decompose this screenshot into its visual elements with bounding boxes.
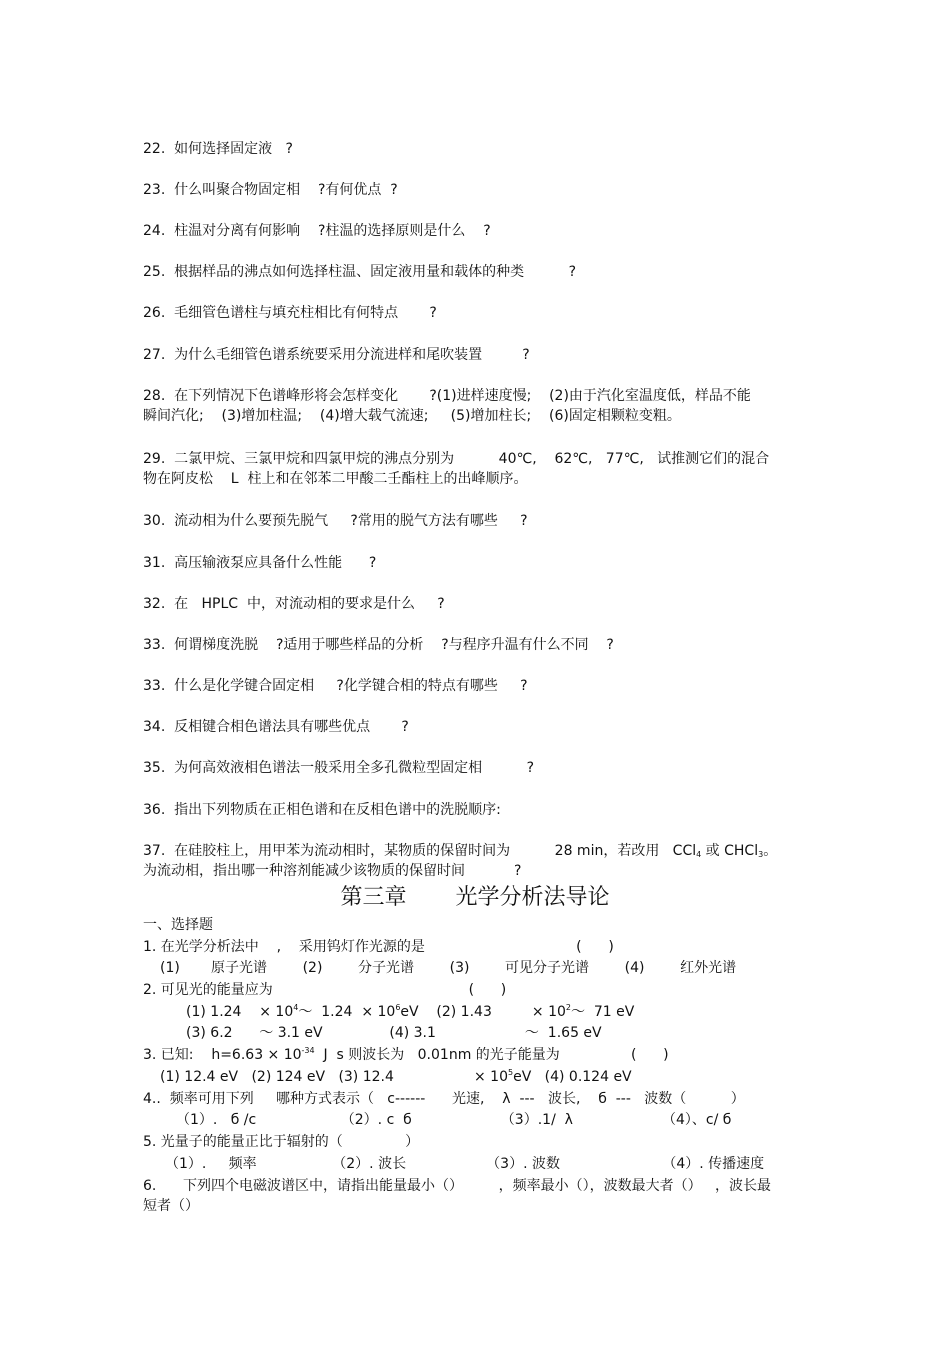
mc-question-4: 4.. 频率可用下列 哪种方式表示（ c------ 光速, λ --- 波长, б --- 波数（ ）	[143, 1091, 745, 1107]
question-32: 32. 在 HPLC 中，对流动相的要求是什么 ?	[143, 596, 445, 612]
question-31: 31. 高压输液泵应具备什么性能 ?	[143, 555, 377, 571]
question-27: 27. 为什么毛细管色谱系统要采用分流进样和尾吹装置 ?	[143, 347, 530, 363]
mc-question-2: 2. 可见光的能量应为 ( )	[143, 982, 507, 998]
section-heading: 一、选择题	[143, 917, 213, 933]
question-37-line1: 37. 在硅胶柱上，用甲苯为流动相时，某物质的保留时间为 28 min，若改用 CCl$_4$ 或 CHCl$_3$。	[143, 843, 778, 859]
question-23: 23. 什么叫聚合物固定相 ?有何优点 ?	[143, 182, 398, 198]
mc-question-1-options: (1) 原子光谱 (2) 分子光谱 (3) 可见分子光谱 (4) 红外光谱	[160, 960, 737, 976]
question-22: 22. 如何选择固定液 ?	[143, 141, 293, 157]
mc-question-1: 1. 在光学分析法中 , 采用钨灯作光源的是 ( )	[143, 939, 614, 955]
question-37-line2: 为流动相，指出哪一种溶剂能减少该物质的保留时间 ?	[143, 863, 522, 879]
mc-question-2-options-a: (1) 1.24 × $10^4\sim$ $1.24 \times 10^6eV$ (2) 1.43 × $10^2\sim$ 71 eV	[186, 1003, 635, 1020]
question-33a: 33. 何谓梯度洗脱 ?适用于哪些样品的分析 ?与程序升温有什么不同 ?	[143, 637, 614, 653]
mc-question-3: 3. 已知: $h=6.63 \times 10^{-34}$ J s 则波长为 0.01nm 的光子能量为 ( )	[143, 1046, 669, 1063]
mc-question-6: 6. 下列四个电磁波谱区中，请指出能量最小（） ，频率最小（），波数最大者（） ，波长最 短者（）	[143, 1178, 772, 1214]
chapter-title: 第三章 光学分析法导论	[340, 885, 610, 910]
question-30: 30. 流动相为什么要预先脱气 ?常用的脱气方法有哪些 ?	[143, 513, 528, 529]
question-29: 29. 二氯甲烷、三氯甲烷和四氯甲烷的沸点分别为 40℃, 62℃, 77℃, 试推测它们的混合 物在阿皮松 L 柱上和在邻苯二甲酸二壬酯柱上的出峰顺序。	[143, 451, 770, 487]
mc-question-5: 5. 光量子的能量正比于辐射的（ ）	[143, 1134, 420, 1150]
question-35: 35. 为何高效液相色谱法一般采用全多孔微粒型固定相 ?	[143, 760, 535, 776]
mc-question-3-options: (1) 12.4 eV (2) 124 eV (3) 12.4 × $10^5eV$ (4) 0.124 eV	[160, 1068, 632, 1085]
question-28: 28. 在下列情况下色谱峰形将会怎样变化 ?(1)进样速度慢; (2)由于汽化室温度低，样品不能 瞬间汽化; (3)增加柱温; (4)增大载气流速; (5)增加柱长; (6)固定相颗粒变粗。	[143, 388, 751, 424]
question-25: 25. 根据样品的沸点如何选择柱温、固定液用量和载体的种类 ?	[143, 264, 577, 280]
question-34: 34. 反相键合相色谱法具有哪些优点 ?	[143, 719, 409, 735]
mc-question-2-options-b: (3) 6.2 ～ 3.1 eV (4) 3.1 ～ 1.65 eV	[186, 1025, 602, 1041]
mc-question-4-options: （1）. б /c （2）. c б （3）.1/ λ （4）、c/ б	[176, 1112, 732, 1128]
question-26: 26. 毛细管色谱柱与填充柱相比有何特点 ?	[143, 305, 437, 321]
question-33b: 33. 什么是化学键合固定相 ?化学键合相的特点有哪些 ?	[143, 678, 528, 694]
mc-question-5-options: （1）. 频率 （2）. 波长 （3）. 波数 （4）. 传播速度	[165, 1156, 765, 1172]
question-24: 24. 柱温对分离有何影响 ?柱温的选择原则是什么 ?	[143, 223, 491, 239]
question-36: 36. 指出下列物质在正相色谱和在反相色谱中的洗脱顺序:	[143, 802, 501, 818]
